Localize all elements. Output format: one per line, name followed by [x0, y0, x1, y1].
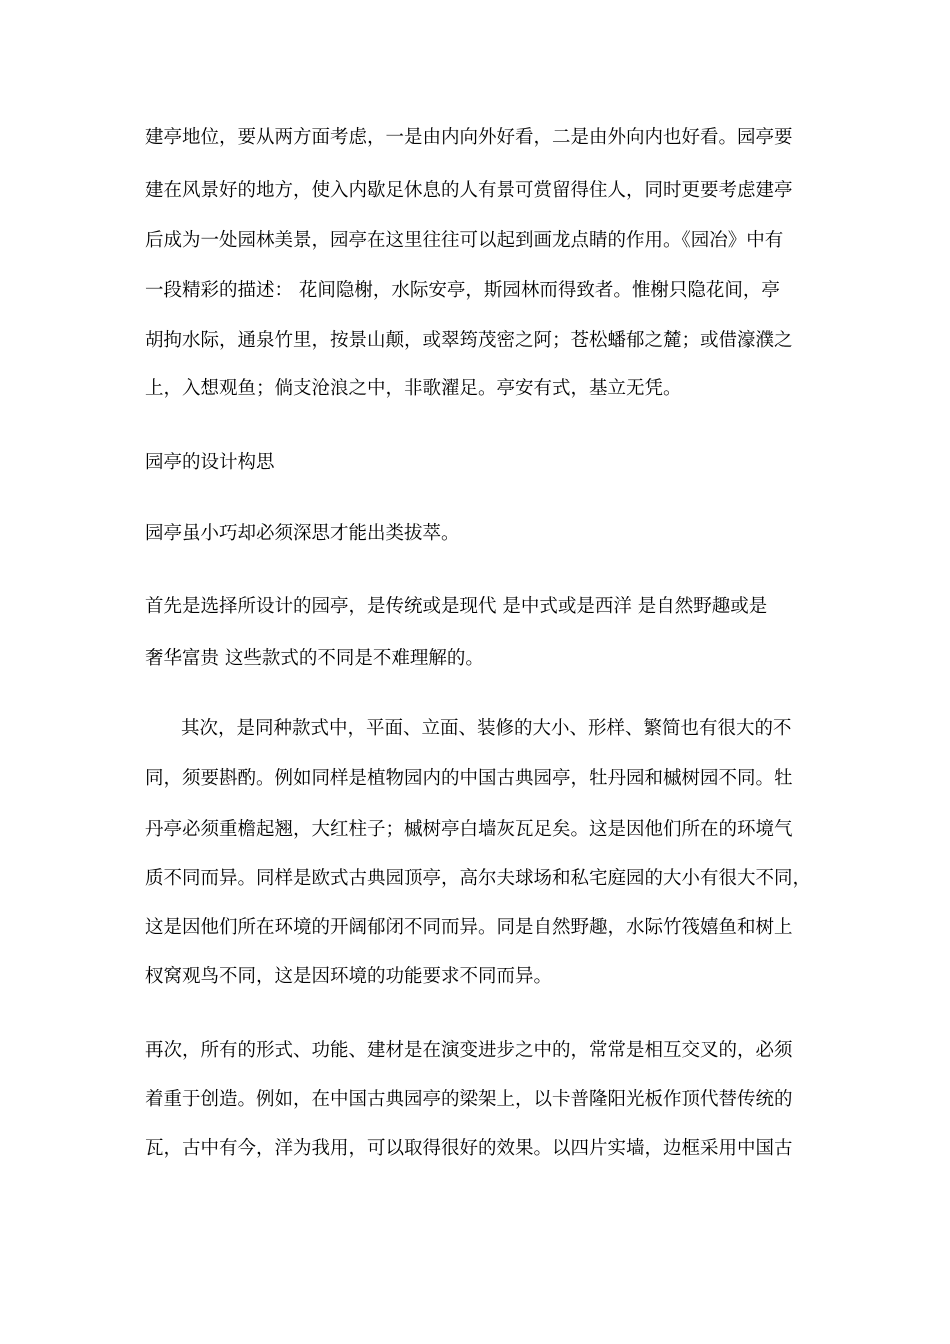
paragraph-3-line-1: 首先是选择所设计的园亭，是传统或是现代 是中式或是西洋 是自然野趣或是 — [145, 596, 768, 617]
paragraph-1-line-3: 后成为一处园林美景，园亭在这里往往可以起到画龙点睛的作用。《园冶》中有 — [145, 230, 784, 251]
paragraph-1-line-2: 建在风景好的地方，使入内歇足休息的人有景可赏留得住人，同时更要考虑建亭 — [145, 180, 793, 201]
paragraph-1-line-4: 一段精彩的描述： 花间隐榭，水际安亭，斯园林而得致者。惟榭只隐花间，亭 — [145, 280, 780, 301]
paragraph-1-line-5: 胡拘水际，通泉竹里，按景山颠，或翠筠茂密之阿；苍松蟠郁之麓；或借濠濮之 — [145, 330, 793, 351]
paragraph-3-line-2: 奢华富贵 这些款式的不同是不难理解的。 — [145, 648, 484, 669]
paragraph-2-line-1: 园亭虽小巧却必须深思才能出类拔萃。 — [145, 523, 460, 544]
paragraph-5-line-3: 瓦，古中有今，洋为我用，可以取得很好的效果。以四片实墙，边框采用中国古 — [145, 1138, 793, 1159]
paragraph-4-line-2: 同，须要斟酌。例如同样是植物园内的中国古典园亭，牡丹园和槭树园不同。牡 — [145, 768, 793, 789]
section-heading: 园亭的设计构思 — [145, 452, 275, 473]
paragraph-4-line-1: 其次，是同种款式中，平面、立面、装修的大小、形样、繁简也有很大的不 — [181, 718, 792, 739]
paragraph-4-line-5: 这是因他们所在环境的开阔郁闭不同而异。同是自然野趣，水际竹筏嬉鱼和树上 — [145, 917, 793, 938]
paragraph-4-line-3: 丹亭必须重檐起翘，大红柱子；槭树亭白墙灰瓦足矣。这是因他们所在的环境气 — [145, 819, 793, 840]
paragraph-5-line-1: 再次，所有的形式、功能、建材是在演变进步之中的，常常是相互交叉的，必须 — [145, 1040, 793, 1061]
paragraph-1-line-6: 上，入想观鱼；倘支沧浪之中，非歌濯足。亭安有式，基立无凭。 — [145, 378, 682, 399]
paragraph-1-line-1: 建亭地位，要从两方面考虑，一是由内向外好看，二是由外向内也好看。园亭要 — [145, 127, 793, 148]
paragraph-5-line-2: 着重于创造。例如，在中国古典园亭的梁架上，以卡普隆阳光板作顶代替传统的 — [145, 1089, 793, 1110]
paragraph-4-line-4: 质不同而异。同样是欧式古典园顶亭，高尔夫球场和私宅庭园的大小有很大不同， — [145, 868, 812, 889]
paragraph-4-line-6: 杈窝观鸟不同，这是因环境的功能要求不同而异。 — [145, 966, 553, 987]
